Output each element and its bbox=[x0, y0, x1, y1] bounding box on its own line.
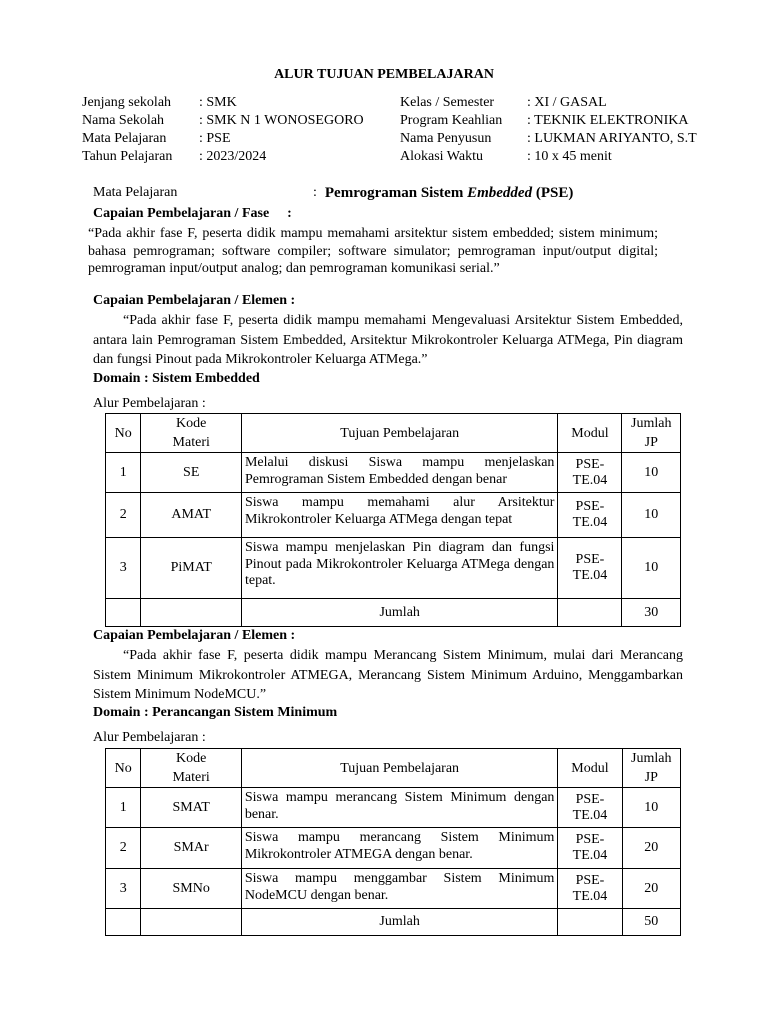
info-row: Alokasi Waktu : 10 x 45 menit bbox=[400, 149, 612, 164]
cp-elemen-text: “Pada akhir fase F, peserta didik mampu Merancang Sistem Minimum, mulai dari Merancang Sistem Minimum Mikrokontroler ATMEGA, Merancang Sistem Minimum Arduino, Menggambarkan Sistem Minimum NodeMCU.” bbox=[93, 648, 683, 702]
alur-label: Alur Pembelajaran : bbox=[93, 730, 206, 745]
table-total-row: Jumlah 30 bbox=[106, 599, 681, 627]
alur-table bbox=[105, 748, 681, 936]
info-row: Mata Pelajaran : PSE bbox=[82, 131, 231, 146]
info-row: Tahun Pelajaran : 2023/2024 bbox=[82, 149, 267, 164]
table-row: 1 SMAT Siswa mampu merancang Sistem Minimum dengan benar. PSE-TE.04 10 bbox=[106, 788, 681, 828]
table-header: No Kode Materi Tujuan Pembelajaran Modul Jumlah JP bbox=[106, 414, 681, 453]
info-row: Nama Sekolah : SMK N 1 WONOSEGORO bbox=[82, 113, 364, 128]
table-row: 3 PiMAT Siswa mampu menjelaskan Pin diagram dan fungsi Pinout pada Mikrokontroler Keluarga ATMega dengan tepat. PSE-TE.04 10 bbox=[106, 538, 681, 599]
table-row: 1 SE Melalui diskusi Siswa mampu menjelaskan Pemrograman Sistem Embedded dengan benar PSE-TE.04 10 bbox=[106, 453, 681, 493]
mata-pelajaran-row: Mata Pelajaran : Pemrograman Sistem Embedded (PSE) bbox=[93, 185, 574, 201]
info-row: Program Keahlian : TEKNIK ELEKTRONIKA bbox=[400, 113, 689, 128]
alur-label: Alur Pembelajaran : bbox=[93, 396, 206, 411]
info-left bbox=[82, 94, 364, 166]
table-row: 2 SMAr Siswa mampu merancang Sistem Minimum Mikrokontroler ATMEGA dengan benar. PSE-TE.04 20 bbox=[106, 828, 681, 869]
domain-title: Domain : Perancangan Sistem Minimum bbox=[93, 705, 338, 720]
cp-fase-text: “Pada akhir fase F, peserta didik mampu memahami arsitektur sistem embedded; sistem minimum; bahasa pemrograman; software compiler; software simulator; pemrograman input/output digital; pemrograman input/output analog; dan pemrograman komunikasi serial.” bbox=[88, 226, 658, 276]
info-row: Nama Penyusun : LUKMAN ARIYANTO, S.T bbox=[400, 131, 697, 146]
table-row: 2 AMAT Siswa mampu memahami alur Arsitektur Mikrokontroler Keluarga ATMega dengan tepat PSE-TE.04 10 bbox=[106, 493, 681, 538]
cp-elemen-text: “Pada akhir fase F, peserta didik mampu memahami Mengevaluasi Arsitektur Sistem Embedded, antara lain Pemrograman Sistem Embedded, Arsitektur Mikrokontroler Keluarga ATMega, Pin diagram dan fungsi Pinout pada Mikrokontroler Keluarga ATMega.” bbox=[93, 313, 683, 367]
domain-title: Domain : Sistem Embedded bbox=[93, 371, 260, 386]
cp-fase-label: Capaian Pembelajaran / Fase : bbox=[93, 206, 292, 221]
alur-table bbox=[105, 413, 681, 627]
info-right bbox=[400, 94, 697, 166]
cp-elemen-label: Capaian Pembelajaran / Elemen : bbox=[93, 293, 296, 308]
page-title: ALUR TUJUAN PEMBELAJARAN bbox=[274, 67, 494, 82]
cp-elemen-label: Capaian Pembelajaran / Elemen : bbox=[93, 628, 296, 643]
table-row: 3 SMNo Siswa mampu menggambar Sistem Minimum NodeMCU dengan benar. PSE-TE.04 20 bbox=[106, 869, 681, 909]
mata-pelajaran-value: Pemrograman Sistem Embedded (PSE) bbox=[324, 185, 574, 201]
info-row: Kelas / Semester : XI / GASAL bbox=[400, 95, 607, 110]
table-header: No Kode Materi Tujuan Pembelajaran Modul Jumlah JP bbox=[106, 749, 681, 788]
info-row: Jenjang sekolah : SMK bbox=[82, 95, 237, 110]
table-total-row: Jumlah 50 bbox=[106, 909, 681, 936]
